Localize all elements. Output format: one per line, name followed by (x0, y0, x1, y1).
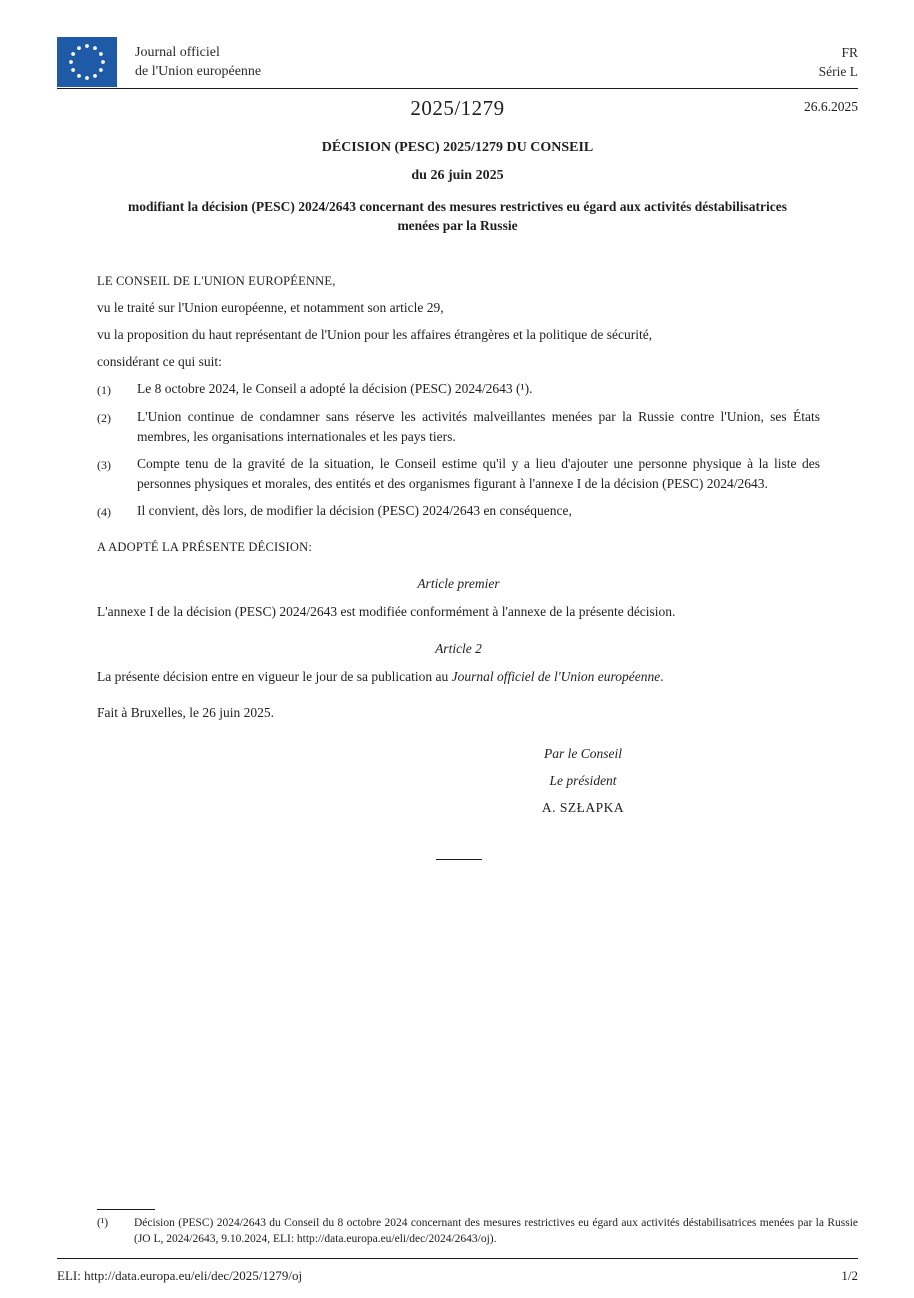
recital-number: (3) (97, 458, 111, 472)
journal-branding (57, 37, 261, 87)
footnote-marker: (¹) (97, 1217, 109, 1229)
end-of-act-divider (436, 859, 482, 860)
recital-number: (1) (97, 383, 111, 397)
citation-proposal: vu la proposition du haut représentant de l'Union pour les affaires étrangères et la politique de sécurité, (97, 327, 653, 342)
recital-text: Le 8 octobre 2024, le Conseil a adopté la décision (PESC) 2024/2643 (¹). (137, 381, 533, 396)
journal-header (57, 0, 858, 87)
article-2-text-plain: La présente décision entre en vigueur le jour de sa publication au (97, 669, 452, 684)
decision-subtitle: modifiant la décision (PESC) 2024/2643 concernant des mesures restrictives eu égard aux activités déstabilisatrices menées par la Russie (127, 199, 788, 233)
signature-role: Le président (549, 773, 617, 788)
article-2-text (97, 667, 820, 687)
footnote-1 (97, 1215, 858, 1247)
recital-text: L'Union continue de condamner sans réserve les activités malveillantes menées par la Russie contre l'Union, ses États membres, les organisations internationales et les pays tiers. (137, 409, 820, 444)
citation-treaty: vu le traité sur l'Union européenne, et notamment son article 29, (97, 300, 444, 315)
page-foot (57, 1209, 858, 1284)
journal-title-line1: Journal officiel (135, 45, 220, 60)
edition-info (819, 43, 858, 81)
place-date-line: Fait à Bruxelles, le 26 juin 2025. (97, 705, 274, 720)
document-body (97, 271, 820, 860)
article-2-text-period: . (660, 669, 664, 684)
recital-number: (2) (97, 411, 111, 425)
preamble-closing: A ADOPTÉ LA PRÉSENTE DÉCISION: (97, 540, 313, 554)
footer-divider (57, 1258, 858, 1259)
footnote-text: Décision (PESC) 2024/2643 du Conseil du 8 octobre 2024 concernant des mesures restrictives eu égard aux activités déstabilisatrices menées par la Russie (JO L, 2024/2643, 9.10.2024, ELI: http://data.europa.eu/eli/dec/2024/2643/oj). (134, 1217, 858, 1245)
article-2-text-journal-ref: Journal officiel de l'Union européenne (451, 669, 661, 684)
publication-date: 26.6.2025 (804, 99, 858, 114)
recital-text: Il convient, dès lors, de modifier la décision (PESC) 2024/2643 en conséquence, (137, 503, 572, 518)
masthead (57, 89, 858, 123)
citation-recitals-intro: considérant ce qui suit: (97, 354, 222, 369)
eu-flag-icon (57, 37, 117, 87)
recital-number: (4) (97, 505, 111, 519)
recital-3 (97, 454, 820, 494)
journal-title-line2: de l'Union européenne (135, 64, 262, 79)
document-number: 2025/1279 (410, 96, 505, 120)
article-1-heading: Article premier (417, 576, 500, 591)
signature-authority: Par le Conseil (544, 746, 622, 761)
recital-2 (97, 407, 820, 447)
recital-text: Compte tenu de la gravité de la situation, le Conseil estime qu'il y a lieu d'ajouter une personne physique à la liste des personnes physiques et morales, des entités et des organismes figurant à l'annexe I de la décision (PESC) 2024/2643. (137, 456, 820, 491)
decision-title: DÉCISION (PESC) 2025/1279 DU CONSEIL (321, 140, 594, 155)
recital-1 (97, 379, 820, 400)
page-number: 1/2 (841, 1268, 858, 1283)
series-label: Série L (818, 64, 858, 79)
footnote-divider (97, 1209, 155, 1210)
title-block (57, 140, 858, 235)
preamble-opening: LE CONSEIL DE L'UNION EUROPÉENNE, (97, 274, 336, 288)
eli-link[interactable]: ELI: http://data.europa.eu/eli/dec/2025/1279/oj (57, 1268, 303, 1283)
language-code: FR (841, 45, 858, 60)
page-footer (57, 1268, 858, 1284)
signature-block (458, 740, 708, 821)
article-1-text: L'annexe I de la décision (PESC) 2024/2643 est modifiée conformément à l'annexe de la présente décision. (97, 604, 676, 619)
article-2-heading: Article 2 (435, 641, 482, 656)
decision-date: du 26 juin 2025 (411, 168, 504, 183)
journal-title (135, 43, 261, 81)
signature-name: A. SZŁAPKA (541, 800, 625, 815)
recital-4 (97, 501, 820, 522)
